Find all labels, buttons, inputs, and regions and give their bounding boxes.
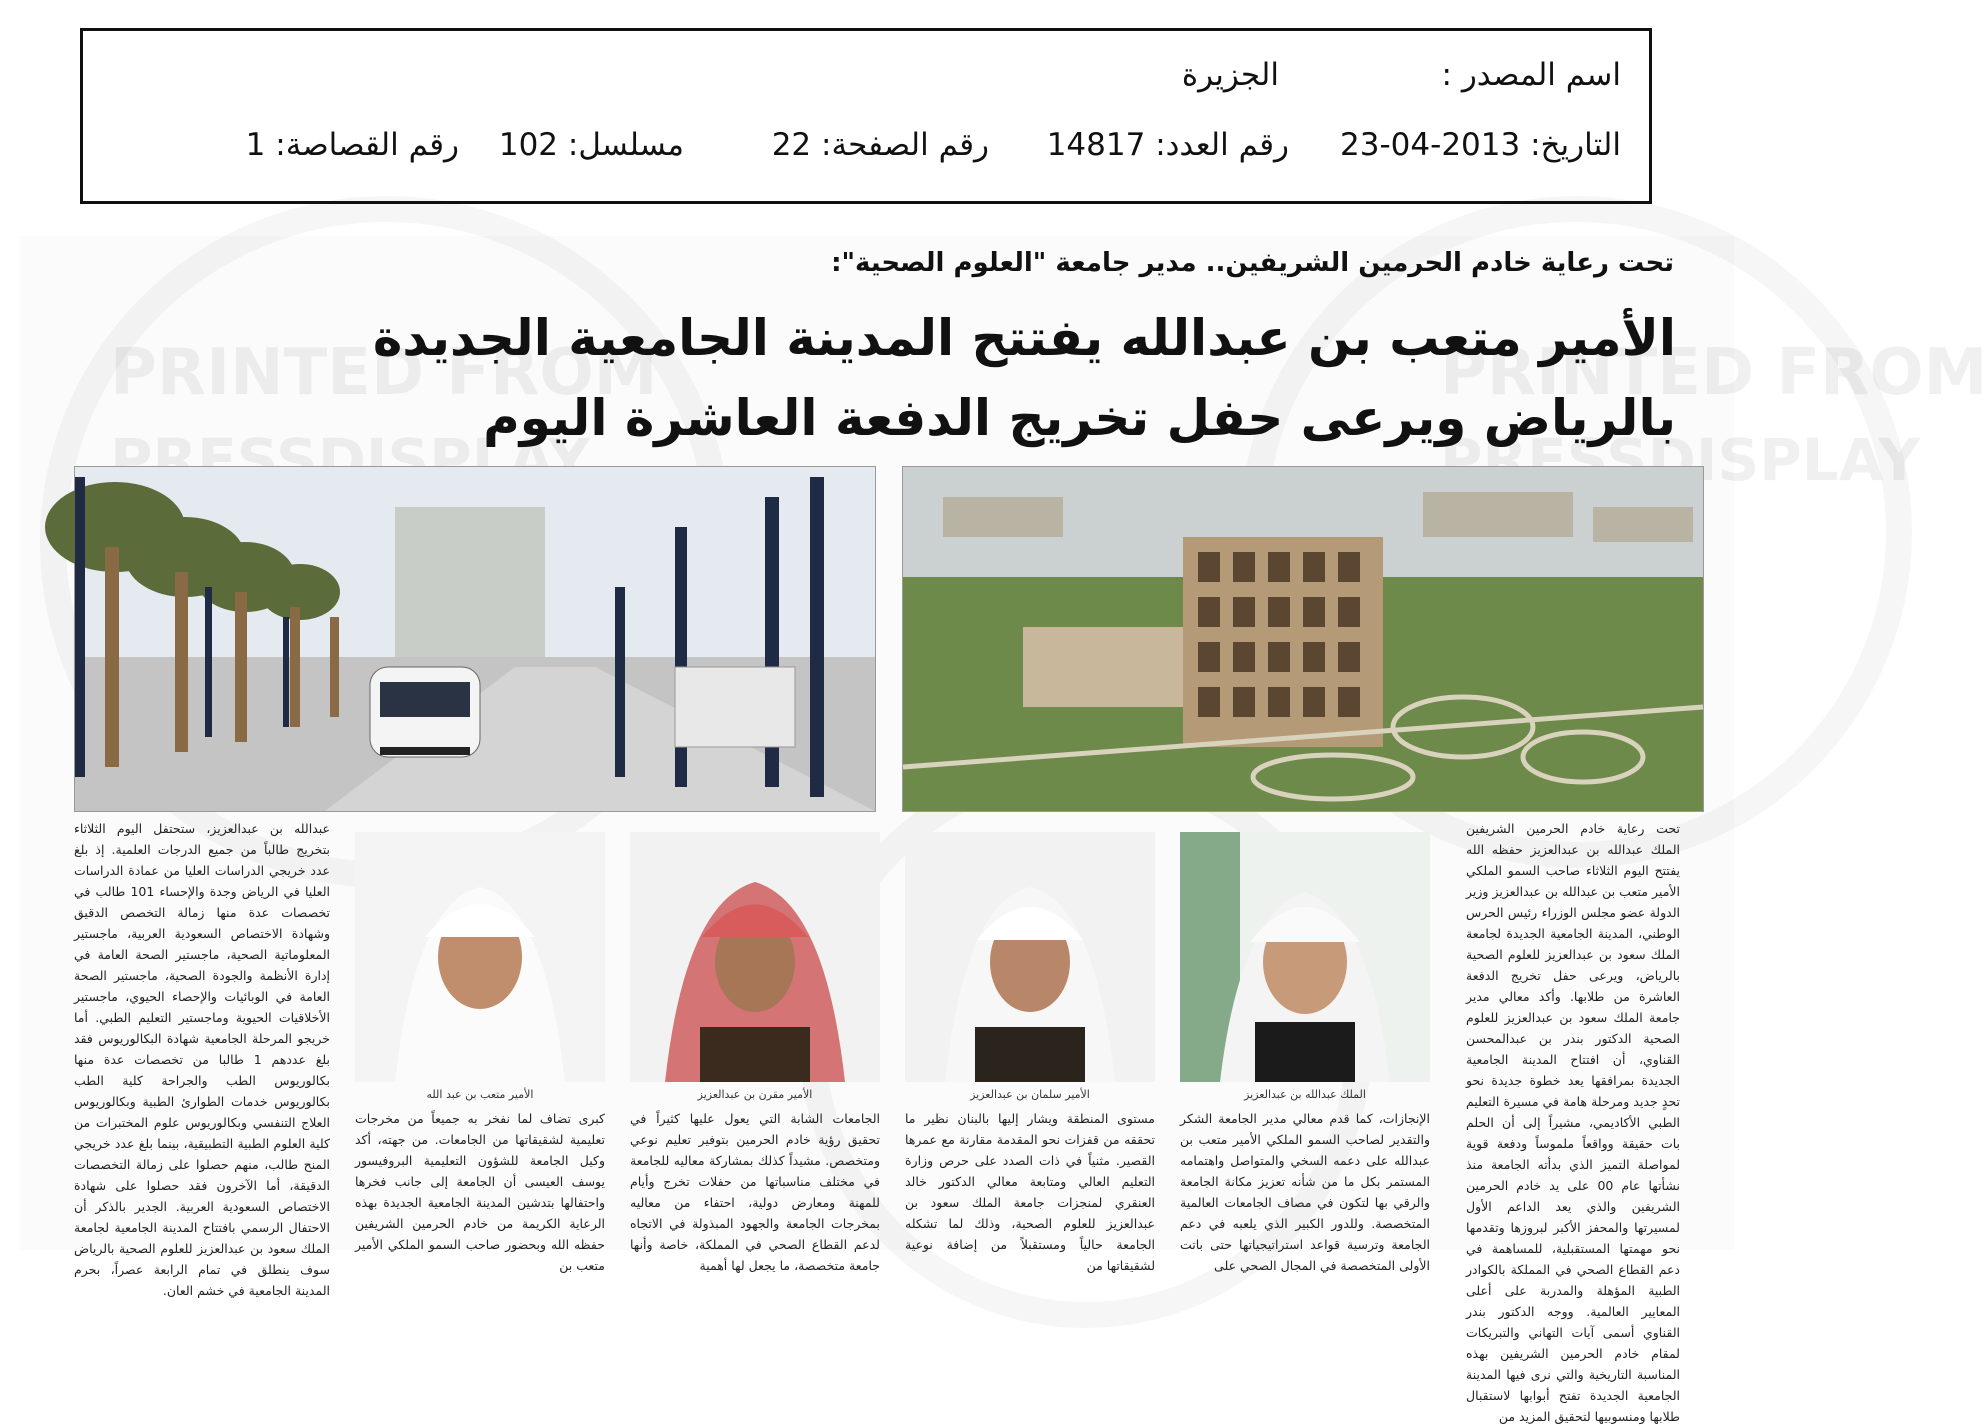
date-label: التاريخ: <box>1530 127 1621 163</box>
article-kicker: تحت رعاية خادم الحرمين الشريفين.. مدير جامعة "العلوم الصحية": <box>831 248 1674 278</box>
source-info-box <box>80 28 1652 204</box>
source-value: الجزيرة <box>1181 57 1279 93</box>
street-bus-illustration <box>75 467 875 811</box>
portrait-prince-mutaib <box>355 832 605 1082</box>
portrait-person-icon <box>905 832 1155 1082</box>
portrait-person-icon <box>355 832 605 1082</box>
watermark-text: PRESSDISPLAY <box>110 426 591 494</box>
issue-value: 14817 <box>1046 127 1146 163</box>
portrait-prince-salman <box>905 832 1155 1082</box>
campus-aerial-illustration <box>903 467 1703 811</box>
watermark-text: PRINTED FROM <box>1440 336 1987 410</box>
article-column-bottom-4: كبرى تضاف لما نفخر به جميعاً من مخرجات تعليمية لشقيقاتها من الجامعات. من جهته، أكد وكيل الجامعة للشؤون التعليمية البروفيسور يوسف العيسى أن الجامعة إلى جانب فخرها واحتفالها بتدشين المدينة الجامعية الجديدة بهذه الرعاية الكريمة من خادم الحرمين الشريفين حفظه الله وبحضور صاحب السمو الملكي الأمير متعب بن <box>355 1111 605 1273</box>
street-bus-photo <box>74 466 876 812</box>
portrait-caption: الأمير سلمان بن عبدالعزيز <box>970 1088 1090 1101</box>
serial-field <box>499 127 684 163</box>
headline-line-1: الأمير متعب بن عبدالله يفتتح المدينة الجامعية الجديدة <box>372 309 1676 367</box>
page-field <box>772 127 989 163</box>
headline-line-2: بالرياض ويرعى حفل تخريج الدفعة العاشرة اليوم <box>483 389 1676 447</box>
article-headline <box>226 298 1676 458</box>
issue-field <box>1047 127 1289 163</box>
source-label: اسم المصدر : <box>1441 57 1621 93</box>
portrait-caption: الأمير متعب بن عبد الله <box>426 1088 534 1101</box>
article-column-bottom-2: مستوى المنطقة ويشار إليها بالبنان نظير ما تحققه من قفزات نحو المقدمة مقارنة مع عمرها القصير. مثنياً في ذات الصدد على حرص وزارة التعليم العالي ومتابعة معالي الدكتور خالد العنقري لمنجزات جامعة الملك سعود بن عبدالعزيز للعلوم الصحية، وذلك لما تشكله الجامعة حالياً ومستقبلاً من إضافة نوعية لشقيقاتها من <box>905 1111 1155 1273</box>
page-value: 22 <box>771 127 812 163</box>
article-column-bottom-3: الجامعات الشابة التي يعول عليها كثيراً في تحقيق رؤية خادم الحرمين بتوفير تعليم نوعي ومتخصص. مشيداً كذلك بمشاركة معاليه للجامعة في مختلف مناسباتها من حفلات تخرج وأيام للمهنة ومعارض دولية، احتفاء من معاليه بمخرجات الجامعة والجهود المبذولة في الاتجاه لدعم القطاع الصحي في المملكة، خاصة وأنها جامعة متخصصة، ما يجعل لها أهمية <box>630 1111 880 1273</box>
serial-value: 102 <box>498 127 559 163</box>
portrait-caption: الملك عبدالله بن عبدالعزيز <box>1244 1088 1366 1101</box>
campus-aerial-photo <box>902 466 1704 812</box>
portrait-prince-muqrin <box>630 832 880 1082</box>
clip-field <box>246 127 459 163</box>
article-column-left: عبدالله بن عبدالعزيز، ستحتفل اليوم الثلاثاء بتخريج طالباً من جميع الدرجات العلمية. إذ بلغ عدد خريجي الدراسات العليا من عمادة الدراسات العليا في الرياض وجدة والإحساء 101 طالب في تخصصات عدة منها زمالة التخصص الدقيق وشهادة الاختصاص السعودية العربية، ماجستير المعلوماتية الصحية، ماجستير الصحة العامة في إدارة الأنظمة والجودة الصحية، ماجستير الصحة العامة في الوبائيات والإحصاء الحيوي، ماجستير الأخلاقيات الحيوية وماجستير التعليم الطبي. أما خريجو المرحلة الجامعية شهادة البكالوريوس فقد بلغ عددهم 1 طالبا من تخصصات عدة منها بكالوريوس الطب والجراحة كلية الطب بكالوريوس خدمات الطوارئ الطبية وبكالوريوس العلاج التنفسي وبكالوريوس علوم المختبرات من كلية العلوم الطبية التطبيقية، بينما بلغ عدد خريجي المنح طالب، منهم حصلوا على زمالة التخصصات الدقيقة، أما الآخرون فقد حصلوا على شهادة الاختصاص السعودية العربية. الجدير بالذكر أن الاحتفال الرسمي بافتتاح المدينة الجامعية لجامعة الملك سعود بن عبدالعزيز للعلوم الصحية بالرياض سوف ينطلق في تمام الرابعة عصراً، بحرم المدينة الجامعية في خشم العان. <box>74 821 330 1298</box>
watermark-text: PRINTED FROM <box>110 336 658 410</box>
serial-label: مسلسل: <box>567 127 684 163</box>
portrait-king-abdullah <box>1180 832 1430 1082</box>
date-field <box>1340 127 1621 163</box>
newspaper-clipping <box>20 236 1987 1424</box>
article-column-bottom-1: الإنجازات، كما قدم معالي مدير الجامعة الشكر والتقدير لصاحب السمو الملكي الأمير متعب بن عبدالله على دعمه السخي والمتواصل واهتمامه المستمر بكل ما من شأنه تعزيز مكانة الجامعة والرقي بها لتكون في مصاف الجامعات العالمية المتخصصة. وللدور الكبير الذي يلعبه في دعم الجامعة وترسية قواعد استراتيجياتها حتى باتت الأولى المتخصصة في المجال الصحي على <box>1180 1111 1430 1273</box>
portrait-person-icon <box>630 832 880 1082</box>
watermark-text: PRESSDISPLAY <box>1440 426 1921 494</box>
issue-label: رقم العدد: <box>1155 127 1289 163</box>
portrait-caption: الأمير مقرن بن عبدالعزيز <box>697 1088 813 1101</box>
portrait-person-icon <box>1180 832 1430 1082</box>
article-column-right: تحت رعاية خادم الحرمين الشريفين الملك عبدالله بن عبدالعزيز حفظه الله يفتتح اليوم الثلاثاء صاحب السمو الملكي الأمير متعب بن عبدالله بن عبدالعزيز وزير الدولة عضو مجلس الوزراء رئيس الحرس الوطني، المدينة الجامعية الجديدة لجامعة الملك سعود بن عبدالعزيز للعلوم الصحية بالرياض، ويرعى حفل تخريج الدفعة العاشرة من طلابها. وأكد معالي مدير جامعة الملك سعود بن عبدالعزيز للعلوم الصحية الدكتور بندر بن عبدالمحسن القناوي، أن افتتاح المدينة الجامعية الجديدة بمرافقها يعد خطوة جديدة نحو تحدٍ جديد ومرحلة هامة في مسيرة التعليم الطبي الأكاديمي، مشيراً إلى أن الحلم بات حقيقة وواقعاً ملموساً ودفعة قوية لمواصلة التميز الذي بدأته الجامعة منذ نشأتها عام 00 على يد خادم الحرمين الشريفين والذي يعد الداعم الأول لمسيرتها والمحفز الأكبر لبروزها وتقدمها نحو مهمتها المستقبلية، للمساهمة في دعم القطاع الصحي في المملكة بالكوادر الطبية المؤهلة والمدربة على أعلى المعايير العالمية. ووجه الدكتور بندر القناوي أسمى آيات التهاني والتبريكات لمقام خادم الحرمين الشريفين بهذه المناسبة التاريخية والتي نرى فيها المدينة الجامعية الجديدة تفتح أبوابها لاستقبال طلابها ومنسوبيها لتحقيق المزيد من <box>1466 821 1680 1424</box>
page-label: رقم الصفحة: <box>821 127 989 163</box>
date-value: 2013-04-23 <box>1340 127 1521 163</box>
clip-label: رقم القصاصة: <box>275 127 459 163</box>
clip-value: 1 <box>245 127 266 163</box>
